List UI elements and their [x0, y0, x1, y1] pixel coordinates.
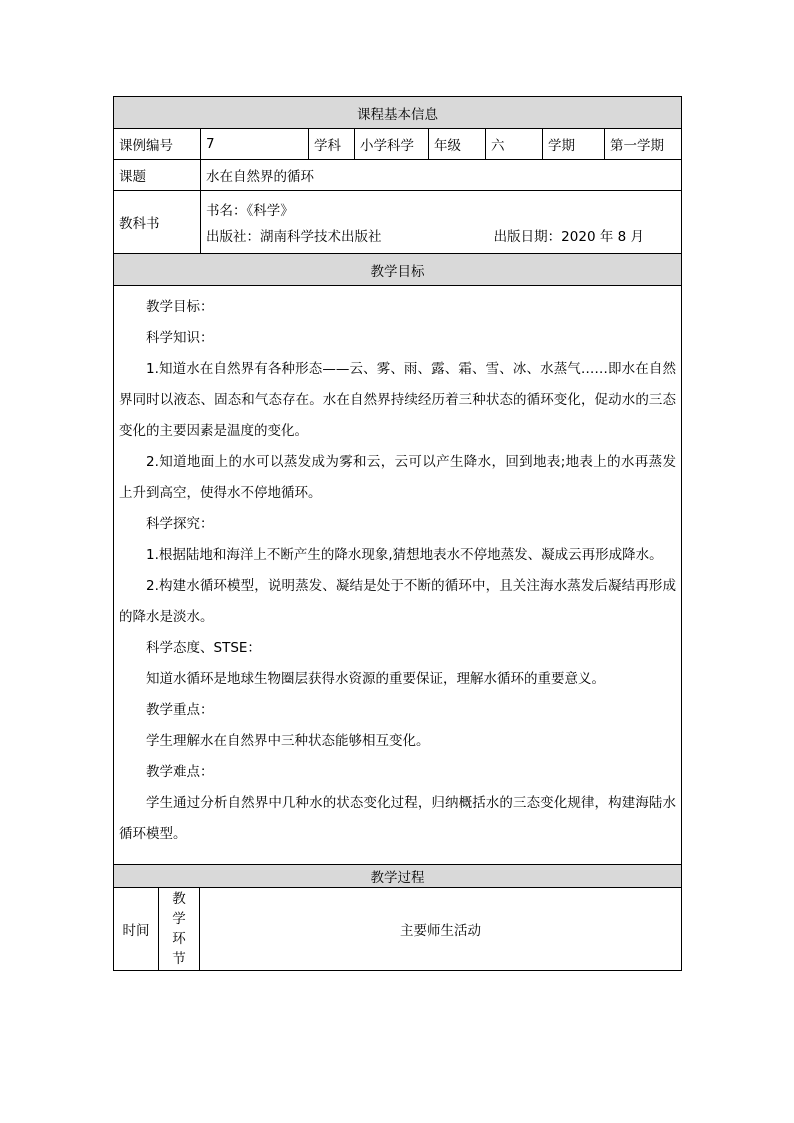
textbook-row: [114, 191, 682, 254]
subject-value: 小学科学: [355, 129, 429, 160]
time-label: 时间: [114, 888, 159, 970]
stage-label: 教 学 环 节: [159, 888, 200, 970]
objectives-header: 教学目标: [114, 254, 682, 286]
basic-info-header: 课程基本信息: [114, 97, 682, 129]
topic-row: [114, 160, 682, 191]
book-name: 书名：《科学》: [206, 203, 294, 219]
topic-value: 水在自然界的循环: [201, 160, 682, 191]
process-header: 教学过程: [114, 865, 682, 888]
process-header-row: [114, 888, 682, 970]
process-table: [113, 888, 682, 971]
publish-date: 出版日期：2020 年 8 月: [493, 229, 644, 245]
topic-label: 课题: [114, 160, 201, 191]
objective-paragraph: 科学知识：: [146, 330, 214, 346]
objective-paragraph: 1.根据陆地和海洋上不断产生的降水现象,猜想地表水不停地蒸发、凝成云再形成降水。: [146, 547, 663, 563]
subject-label: 学科: [309, 129, 355, 160]
case-no-label: 课例编号: [114, 129, 201, 160]
objective-paragraph: 2.知道地面上的水可以蒸发成为雾和云，云可以产生降水，回到地表;地表上的水再蒸发上升到高空，使得水不停地循环。: [119, 454, 676, 501]
objective-paragraph: 教学目标：: [146, 299, 214, 315]
objective-paragraph: 教学重点：: [146, 702, 214, 718]
info-row: [114, 129, 682, 160]
objective-paragraph: 1.知道水在自然界有各种形态——云、雾、雨、露、霜、雪、冰、水蒸气……即水在自然界同时以液态、固态和气态存在。水在自然界持续经历着三种状态的循环变化，促动水的三态变化的主要因素是温度的变化。: [119, 361, 676, 439]
objective-paragraph: 学生通过分析自然界中几种水的状态变化过程，归纳概括水的三态变化规律，构建海陆水循环模型。: [119, 795, 676, 842]
textbook-info: [201, 191, 682, 254]
basic-info-table: [113, 96, 682, 888]
grade-label: 年级: [429, 129, 486, 160]
objective-paragraph: 科学探究：: [146, 516, 214, 532]
textbook-label: 教科书: [114, 191, 201, 254]
term-label: 学期: [543, 129, 605, 160]
objective-paragraph: 学生理解水在自然界中三种状态能够相互变化。: [146, 733, 430, 749]
objectives-content: [114, 286, 682, 865]
objective-paragraph: 2.构建水循环模型，说明蒸发、凝结是处于不断的循环中，且关注海水蒸发后凝结再形成的降水是淡水。: [119, 578, 676, 625]
objectives-paragraphs: [119, 292, 676, 850]
objective-paragraph: 教学难点：: [146, 764, 214, 780]
case-no-value: 7: [201, 129, 309, 160]
lesson-plan-sheet: [113, 96, 681, 971]
objective-paragraph: 知道水循环是地球生物圈层获得水资源的重要保证，理解水循环的重要意义。: [146, 671, 605, 687]
grade-value: 六: [486, 129, 543, 160]
objective-paragraph: 科学态度、STSE：: [146, 640, 261, 656]
term-value: 第一学期: [605, 129, 682, 160]
publisher: 出版社：湖南科学技术出版社: [206, 229, 382, 245]
activity-label: 主要师生活动: [200, 888, 682, 970]
